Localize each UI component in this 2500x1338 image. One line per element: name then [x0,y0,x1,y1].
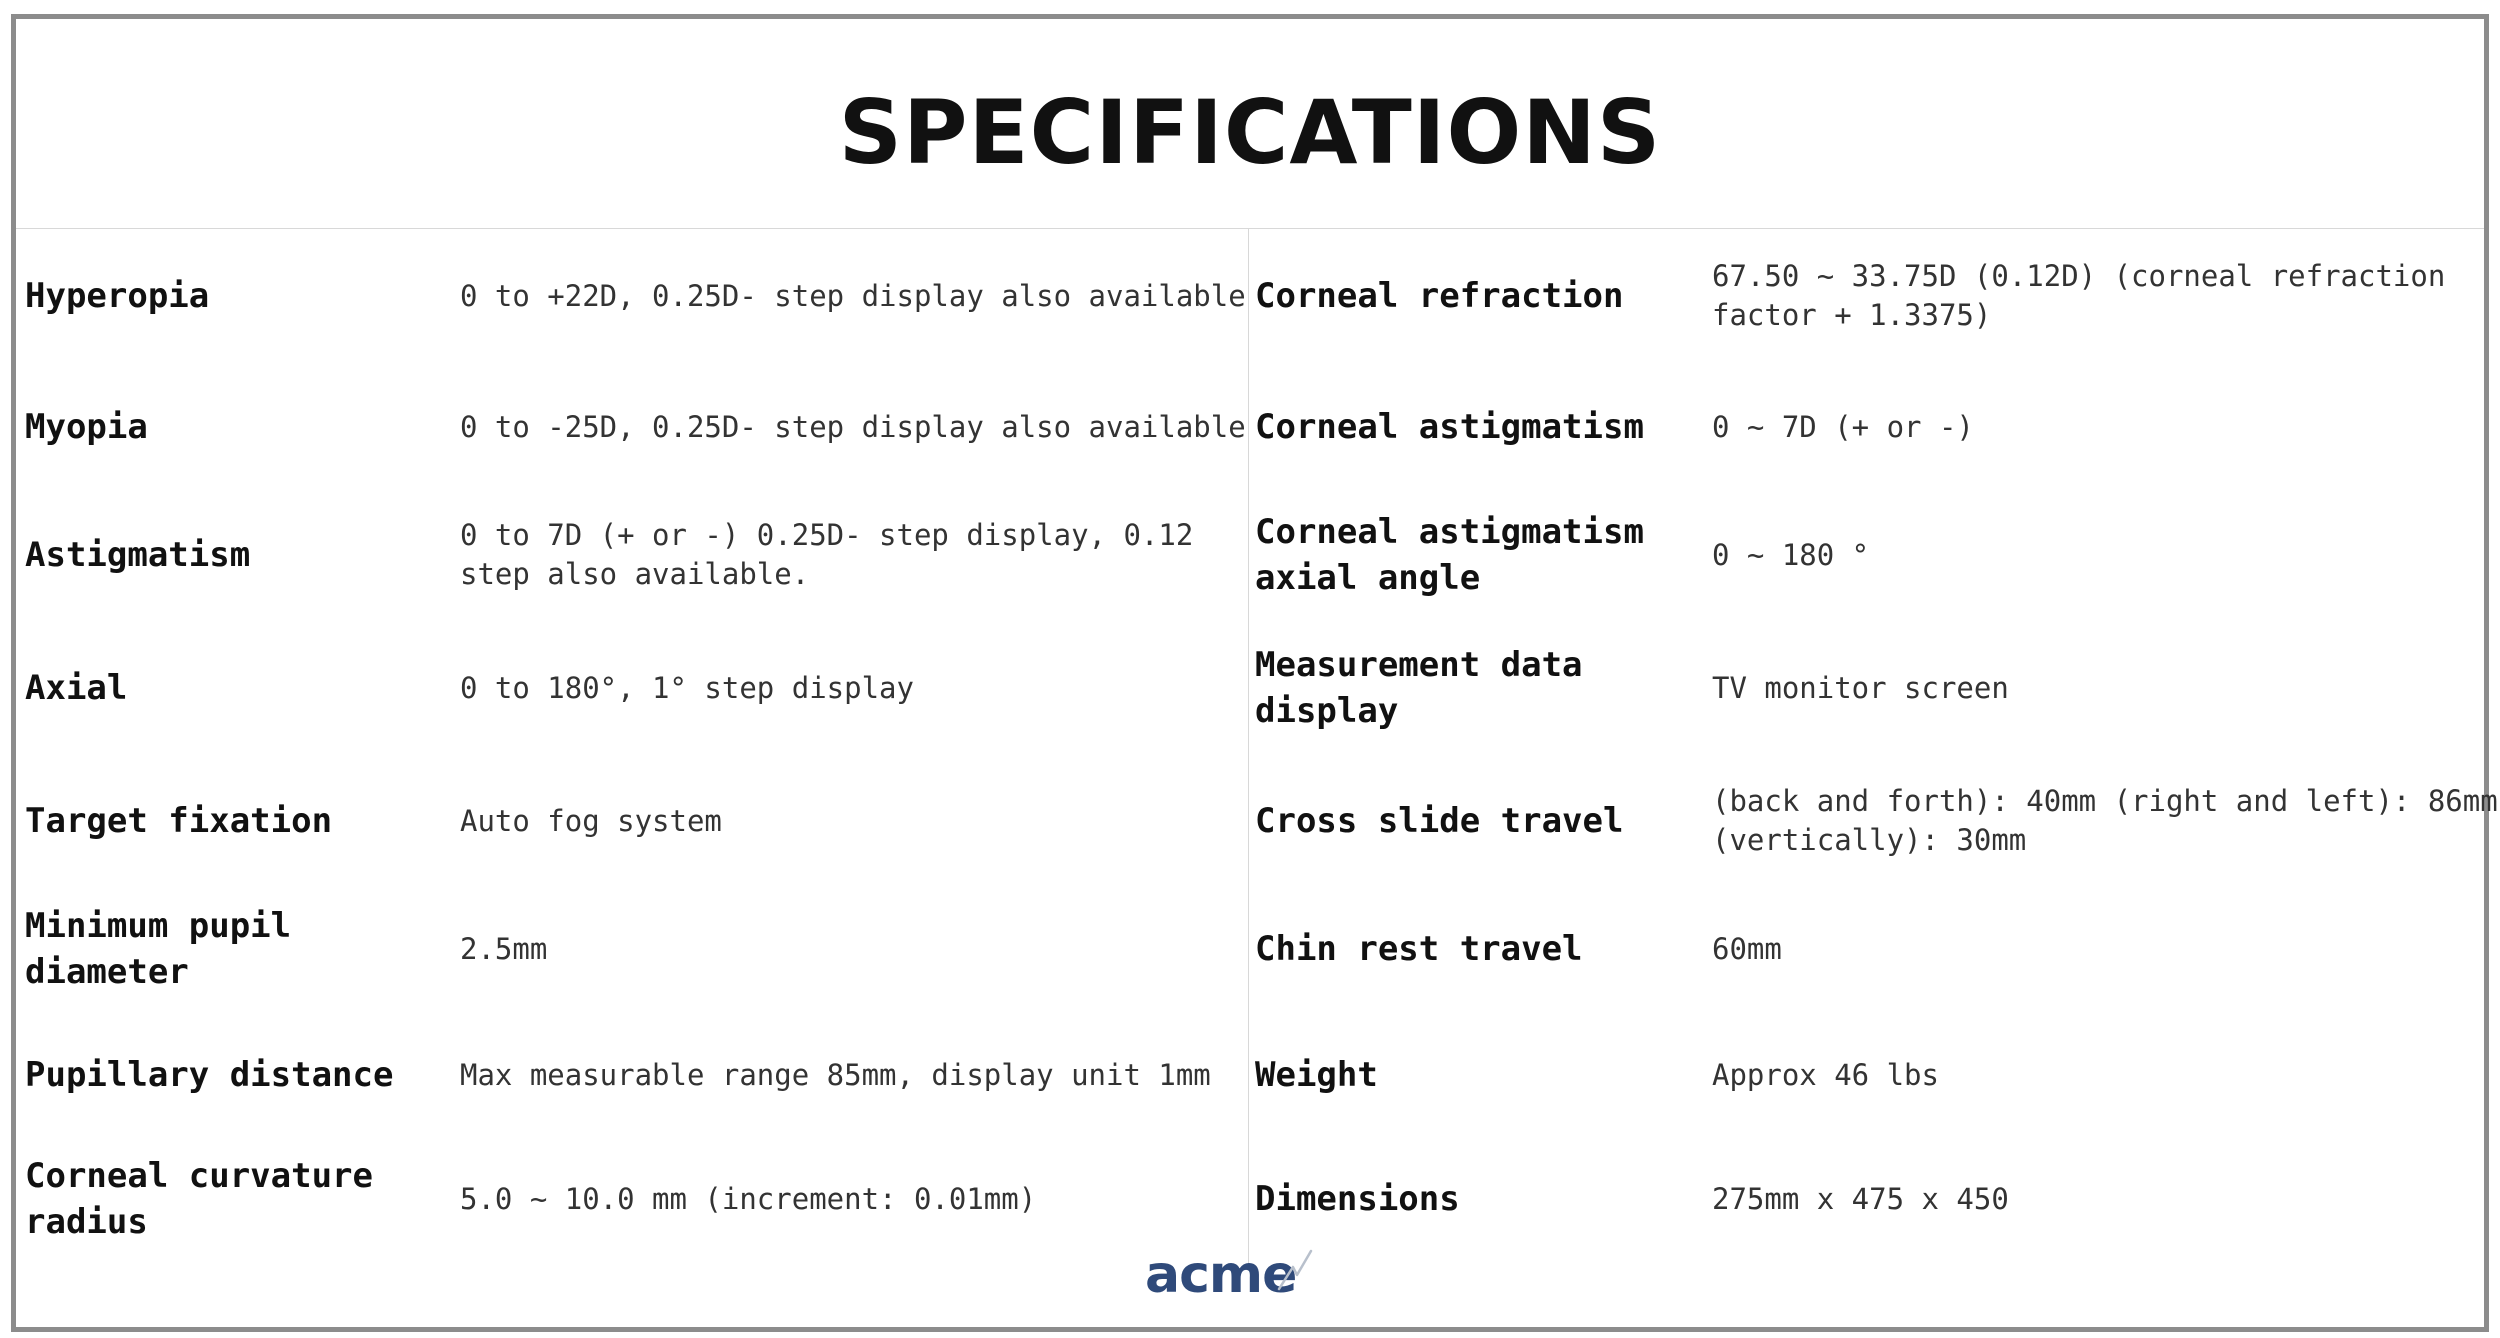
spec-row [16,363,1248,491]
spec-value: 67.50 ~ 33.75D (0.12D) (corneal refraction factor + 1.3375) [1712,259,2446,332]
spec-row [1249,757,2498,885]
spec-value: 0 to 180°, 1° step display [460,670,914,705]
spec-value: 0 to +22D, 0.25D- step display also available [460,278,1246,313]
acme-logo [1145,1245,1345,1325]
spec-row [1249,619,2489,757]
spec-value: 60mm [1712,931,1782,966]
spec-label: Hyperopia [25,276,210,316]
spec-row [1249,491,2489,619]
spec-value: Max measurable range 85mm, display unit 1mm [460,1057,1211,1092]
spec-label: Myopia [25,407,148,447]
spec-label: Corneal curvature radius [25,1156,373,1242]
spec-row [16,1013,1248,1137]
spec-value: TV monitor screen [1712,670,2009,705]
spec-row [16,1137,1248,1261]
spec-label: Axial [25,668,128,708]
spec-value: (back and forth): 40mm (right and left): 86mm (vertically): 30mm [1712,784,2498,857]
spec-row [16,491,1248,619]
spec-value: 5.0 ~ 10.0 mm (increment: 0.01mm) [460,1181,1037,1216]
spec-label: Measurement data display [1255,645,1583,731]
logo-swoosh-icon [1275,1245,1315,1295]
spec-row [16,229,1248,363]
spec-value: 275mm x 475 x 450 [1712,1181,2009,1216]
spec-label: Cross slide travel [1255,801,1624,841]
spec-row [1249,885,2489,1013]
spec-row [1249,1137,2489,1261]
spec-label: Minimum pupil diameter [25,906,292,992]
spec-label: Astigmatism [25,535,251,575]
logo-wordmark: acme [1145,1245,1297,1305]
spec-label: Target fixation [25,801,333,841]
spec-row [1249,363,2489,491]
spec-row [16,619,1248,757]
spec-value: Auto fog system [460,803,722,838]
spec-sheet [11,14,2498,1332]
spec-label: Pupillary distance [25,1055,394,1095]
page-title: SPECIFICATIONS [838,81,1662,184]
spec-label: Corneal astigmatism axial angle [1255,512,1644,598]
spec-label: Corneal astigmatism [1255,407,1644,447]
spec-label: Chin rest travel [1255,929,1583,969]
spec-row [16,885,1248,1013]
spec-row [1249,229,2489,363]
spec-label: Dimensions [1255,1179,1460,1219]
spec-value: 0 ~ 7D (+ or -) [1712,409,1974,444]
spec-row [1249,1013,2489,1137]
spec-value: Approx 46 lbs [1712,1057,1939,1092]
spec-value: 0 to 7D (+ or -) 0.25D- step display, 0.12 step also available. [460,518,1194,591]
spec-value: 0 ~ 180 ° [1712,537,1870,572]
spec-row [16,757,1248,885]
spec-value: 2.5mm [460,931,548,966]
spec-value: 0 to -25D, 0.25D- step display also available [460,409,1246,444]
spec-label: Corneal refraction [1255,276,1624,316]
spec-label: Weight [1255,1055,1378,1095]
